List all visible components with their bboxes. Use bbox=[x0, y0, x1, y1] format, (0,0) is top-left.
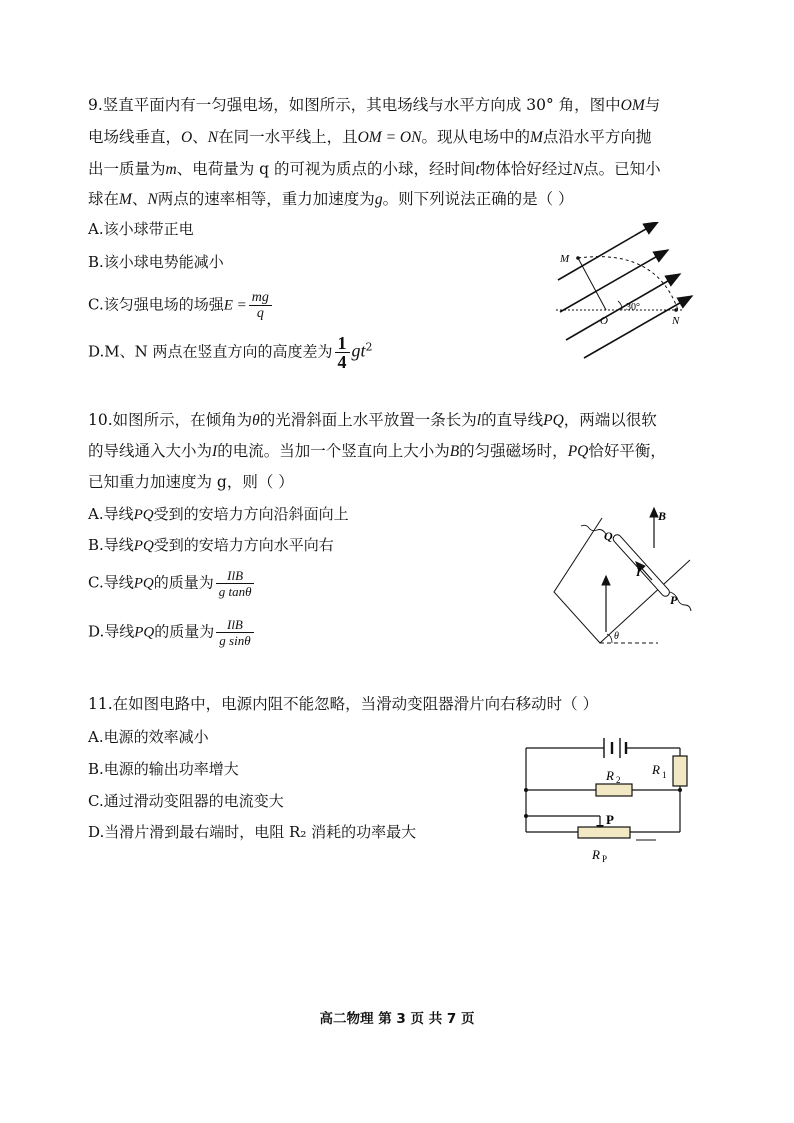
q11-option-d[interactable]: D.当滑片滑到最右端时，电阻 R₂ 消耗的功率最大 bbox=[88, 823, 417, 841]
q10-mass-fraction-d: $\frac{\text{IlB}}{\text{g sinθ}}$ bbox=[216, 617, 253, 648]
q9-stem-line3: 出一质量为m、电荷量为 q 的可视为质点的小球，经时间t物体恰好经过N点。已知小 bbox=[88, 160, 661, 178]
svg-text:Q: Q bbox=[604, 529, 613, 543]
field-line bbox=[560, 250, 668, 312]
q10-stem-line3: 已知重力加速度为 g，则（ ） bbox=[88, 473, 294, 491]
q10-incline-diagram bbox=[544, 500, 714, 650]
q10-mass-fraction-c: $\frac{\text{IlB}}{\text{g tanθ}}$ bbox=[216, 568, 255, 599]
svg-text:R: R bbox=[606, 768, 614, 783]
svg-text:1: 1 bbox=[662, 770, 667, 780]
q9-stem-line4: 球在M、N两点的速率相等，重力加速度为g。则下列说法正确的是（ ） bbox=[88, 190, 574, 208]
svg-text:R: R bbox=[652, 762, 660, 777]
q9-stem-line2: 电场线垂直，O、N在同一水平线上，且OM = ON。现从电场中的M点沿水平方向抛 bbox=[88, 128, 652, 146]
svg-text:B: B bbox=[658, 509, 667, 523]
q10-option-d[interactable]: D.导线PQ的质量为 $\frac{\text{IlB}}{\text{g sinθ}}$ bbox=[88, 617, 256, 648]
field-line bbox=[566, 274, 680, 340]
svg-text:P: P bbox=[670, 593, 678, 607]
label-n: N bbox=[672, 315, 680, 327]
q9-option-b[interactable]: B.该小球电势能减小 bbox=[88, 253, 224, 271]
label-angle: 30° bbox=[626, 302, 640, 313]
svg-text:P: P bbox=[602, 854, 608, 864]
q11-circuit-diagram bbox=[516, 734, 696, 874]
label-m: M bbox=[560, 253, 570, 265]
q9-field-fraction: $\frac{mg}{q}$ bbox=[249, 290, 272, 321]
q9-stem-line1: 9.竖直平面内有一匀强电场，如图所示，其电场线与水平方向成 30° 角，图中OM与 bbox=[88, 96, 661, 114]
svg-text:R: R bbox=[592, 847, 600, 862]
page-footer: 高二物理 第 3 页 共 7 页 bbox=[319, 1011, 475, 1027]
q11-option-b[interactable]: B.电源的输出功率增大 bbox=[88, 760, 239, 778]
q9-field-diagram bbox=[546, 222, 706, 362]
q9-option-d[interactable]: D.M、N 两点在竖直方向的高度差为 $\frac{1}{4}$ $gt^2$ bbox=[88, 333, 373, 372]
field-line bbox=[558, 222, 658, 280]
q10-stem-line1: 10.如图所示，在倾角为θ的光滑斜面上水平放置一条长为l的直导线PQ，两端以很软 bbox=[88, 411, 657, 429]
label-o: O bbox=[600, 315, 608, 327]
q11-stem: 11.在如图电路中，电源内阻不能忽略，当滑动变阻器滑片向右移动时（ ） bbox=[88, 695, 599, 713]
q10-option-b[interactable]: B.导线PQ受到的安培力方向水平向右 bbox=[88, 536, 334, 554]
q9-option-c[interactable]: C.该匀强电场的场强E = $\frac{mg}{q}$ bbox=[88, 290, 274, 321]
q9-option-a[interactable]: A.该小球带正电 bbox=[88, 220, 194, 238]
svg-text:I: I bbox=[636, 565, 641, 579]
svg-text:2: 2 bbox=[616, 775, 621, 785]
q9-quarter-fraction: $\frac{1}{4}$ bbox=[335, 334, 350, 371]
svg-text:P: P bbox=[606, 812, 614, 827]
q10-stem-line2: 的导线通入大小为I的电流。当加一个竖直向上大小为B的匀强磁场时，PQ恰好平衡， bbox=[88, 442, 666, 460]
q11-option-c[interactable]: C.通过滑动变阻器的电流变大 bbox=[88, 792, 284, 810]
q11-option-a[interactable]: A.电源的效率减小 bbox=[88, 728, 209, 746]
q10-option-a[interactable]: A.导线PQ受到的安培力方向沿斜面向上 bbox=[88, 505, 349, 523]
q10-option-c[interactable]: C.导线PQ的质量为 $\frac{\text{IlB}}{\text{g tanθ}}$ bbox=[88, 568, 256, 599]
svg-text:θ: θ bbox=[614, 631, 619, 642]
